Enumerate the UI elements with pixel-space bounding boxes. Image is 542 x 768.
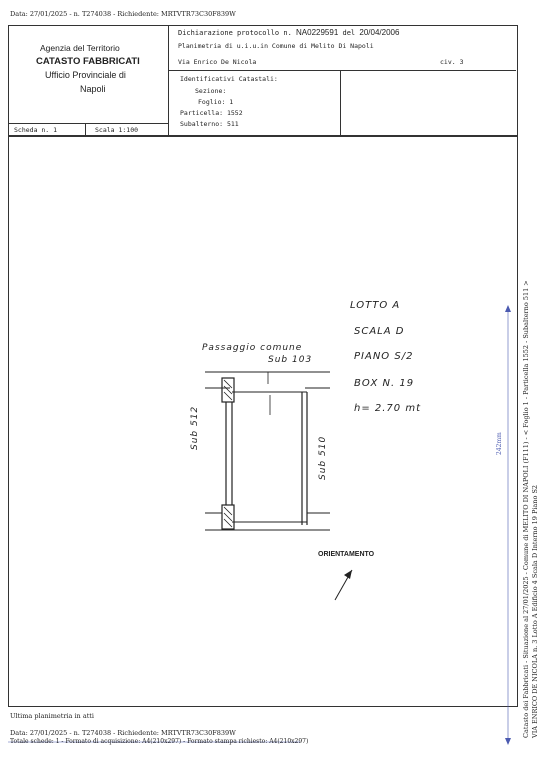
scala-label: Scala 1:100: [95, 126, 139, 134]
civ-label: civ. 3: [440, 58, 464, 66]
office-label: Ufficio Provinciale di: [45, 70, 126, 80]
top-meta: Data: 27/01/2025 - n. T274038 - Richiedente: MRTVTR73C30F839W: [10, 10, 236, 18]
side-text-line2: VIA ENRICO DE NICOLA n. 3 Lotto A Edificio 4 Scala D Interno 19 Piano S2: [531, 484, 539, 738]
ident-title: Identificativi Catastali:: [180, 75, 278, 83]
box-label: BOX N. 19: [354, 378, 415, 389]
orientamento-label: ORIENTAMENTO: [318, 551, 375, 558]
subalterno-label: Subalterno: 511: [180, 120, 239, 128]
sub512-label: Sub 512: [190, 405, 200, 450]
dichiarazione-del: del: [342, 29, 356, 37]
dichiarazione-label: Dichiarazione protocollo n.: [178, 29, 292, 37]
dichiarazione-number: NA0229591: [296, 28, 339, 37]
address-label: Via Enrico De Nicola: [178, 58, 257, 66]
dichiarazione-date: 20/04/2006: [359, 28, 400, 37]
ruler-label: 242mm: [496, 432, 503, 455]
scala-d-label: SCALA D: [354, 326, 405, 337]
footer-totale: Totale schede: 1 - Formato di acquisizione: A4(210x297) - Formato stampa richiesto: A4(210x297): [10, 738, 309, 745]
catasto-title: CATASTO FABBRICATI: [36, 56, 140, 67]
planimetria-label: Planimetria di u.i.u.in Comune di Melito Di Napoli: [178, 42, 374, 50]
side-text-line1: Catasto dei Fabbricati - Situazione al 27/01/2025 - Comune di MELITO DI NAPOLI (F111) - < Foglio 1 - Particella 1552 - Subalterno 511 >: [522, 280, 530, 738]
city-label: Napoli: [80, 84, 106, 94]
lotto-label: LOTTO A: [350, 300, 401, 311]
agency-name: Agenzia del Territorio: [40, 43, 120, 53]
foglio-label: Foglio: 1: [198, 98, 234, 106]
piano-label: PIANO S/2: [354, 351, 414, 362]
particella-label: Particella: 1552: [180, 109, 243, 117]
altezza-label: h= 2.70 mt: [354, 403, 422, 414]
ultima-label: Ultima planimetria in atti: [10, 712, 94, 720]
sub103-label: Sub 103: [268, 355, 313, 365]
passaggio-label: Passaggio comune: [202, 343, 303, 353]
sezione-label: Sezione:: [195, 87, 227, 95]
footer-meta: Data: 27/01/2025 - n. T274038 - Richiedente: MRTVTR73C30F839W: [10, 729, 236, 737]
scheda-label: Scheda n. 1: [14, 126, 58, 134]
sub510-label: Sub 510: [318, 435, 328, 480]
